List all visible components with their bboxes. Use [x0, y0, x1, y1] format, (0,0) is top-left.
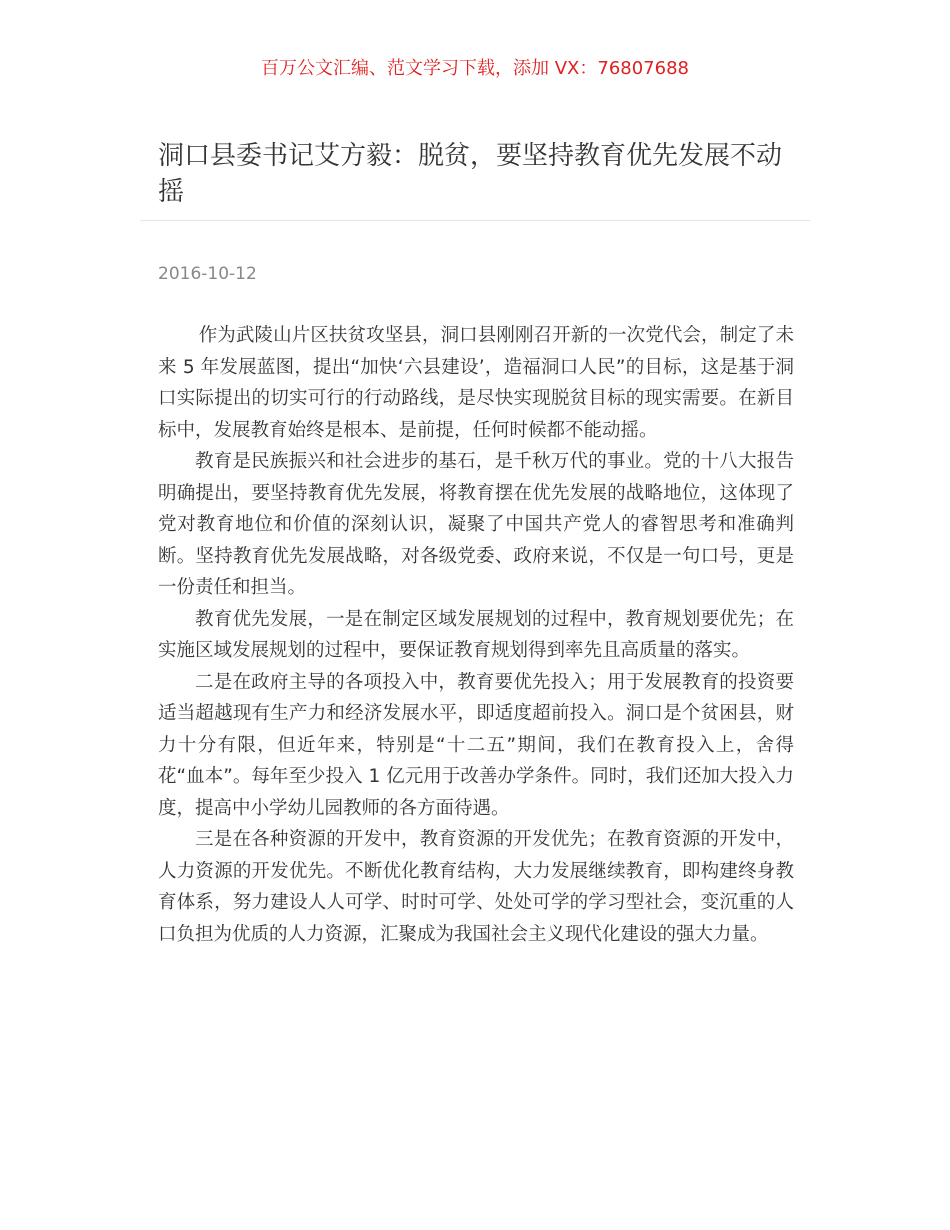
paragraph-3: 教育优先发展，一是在制定区域发展规划的过程中，教育规划要优先；在实施区域发展规划的过程中，要保证教育规划得到率先且高质量的落实。	[158, 608, 794, 661]
article-body	[158, 320, 794, 950]
paragraph-5: 三是在各种资源的开发中，教育资源的开发优先；在教育资源的开发中，人力资源的开发优先。不断优化教育结构，大力发展继续教育，即构建终身教育体系，努力建设人人可学、时时可学、处处可学的学习型社会，变沉重的人口负担为优质的人力资源，汇聚成为我国社会主义现代化建设的强大力量。	[158, 829, 794, 945]
publish-date: 2016-10-12	[158, 264, 257, 284]
paragraph-2: 教育是民族振兴和社会进步的基石，是千秋万代的事业。党的十八大报告明确提出，要坚持教育优先发展，将教育摆在优先发展的战略地位，这体现了党对教育地位和价值的深刻认识，凝聚了中国共产党人的睿智思考和准确判断。坚持教育优先发展战略，对各级党委、政府来说，不仅是一句口号，更是一份责任和担当。	[158, 451, 794, 598]
title-divider	[140, 220, 810, 221]
promo-banner: 百万公文汇编、范文学习下载，添加 VX：76807688	[261, 58, 689, 79]
article-title: 洞口县委书记艾方毅：脱贫，要坚持教育优先发展不动摇	[158, 141, 783, 207]
paragraph-1: 作为武陵山片区扶贫攻坚县，洞口县刚刚召开新的一次党代会，制定了未来 5 年发展蓝图，提出“加快‘六县建设’，造福洞口人民”的目标，这是基于洞口实际提出的切实可行的行动路线，是尽快实现脱贫目标的现实需要。在新目标中，发展教育始终是根本、是前提，任何时候都不能动摇。	[158, 325, 794, 441]
paragraph-4: 二是在政府主导的各项投入中，教育要优先投入；用于发展教育的投资要适当超越现有生产力和经济发展水平，即适度超前投入。洞口是个贫困县，财力十分有限，但近年来，特别是“十二五”期间，我们在教育投入上，舍得花“血本”。每年至少投入 1 亿元用于改善办学条件。同时，我们还加大投入力度，提高中小学幼儿园教师的各方面待遇。	[158, 671, 794, 819]
